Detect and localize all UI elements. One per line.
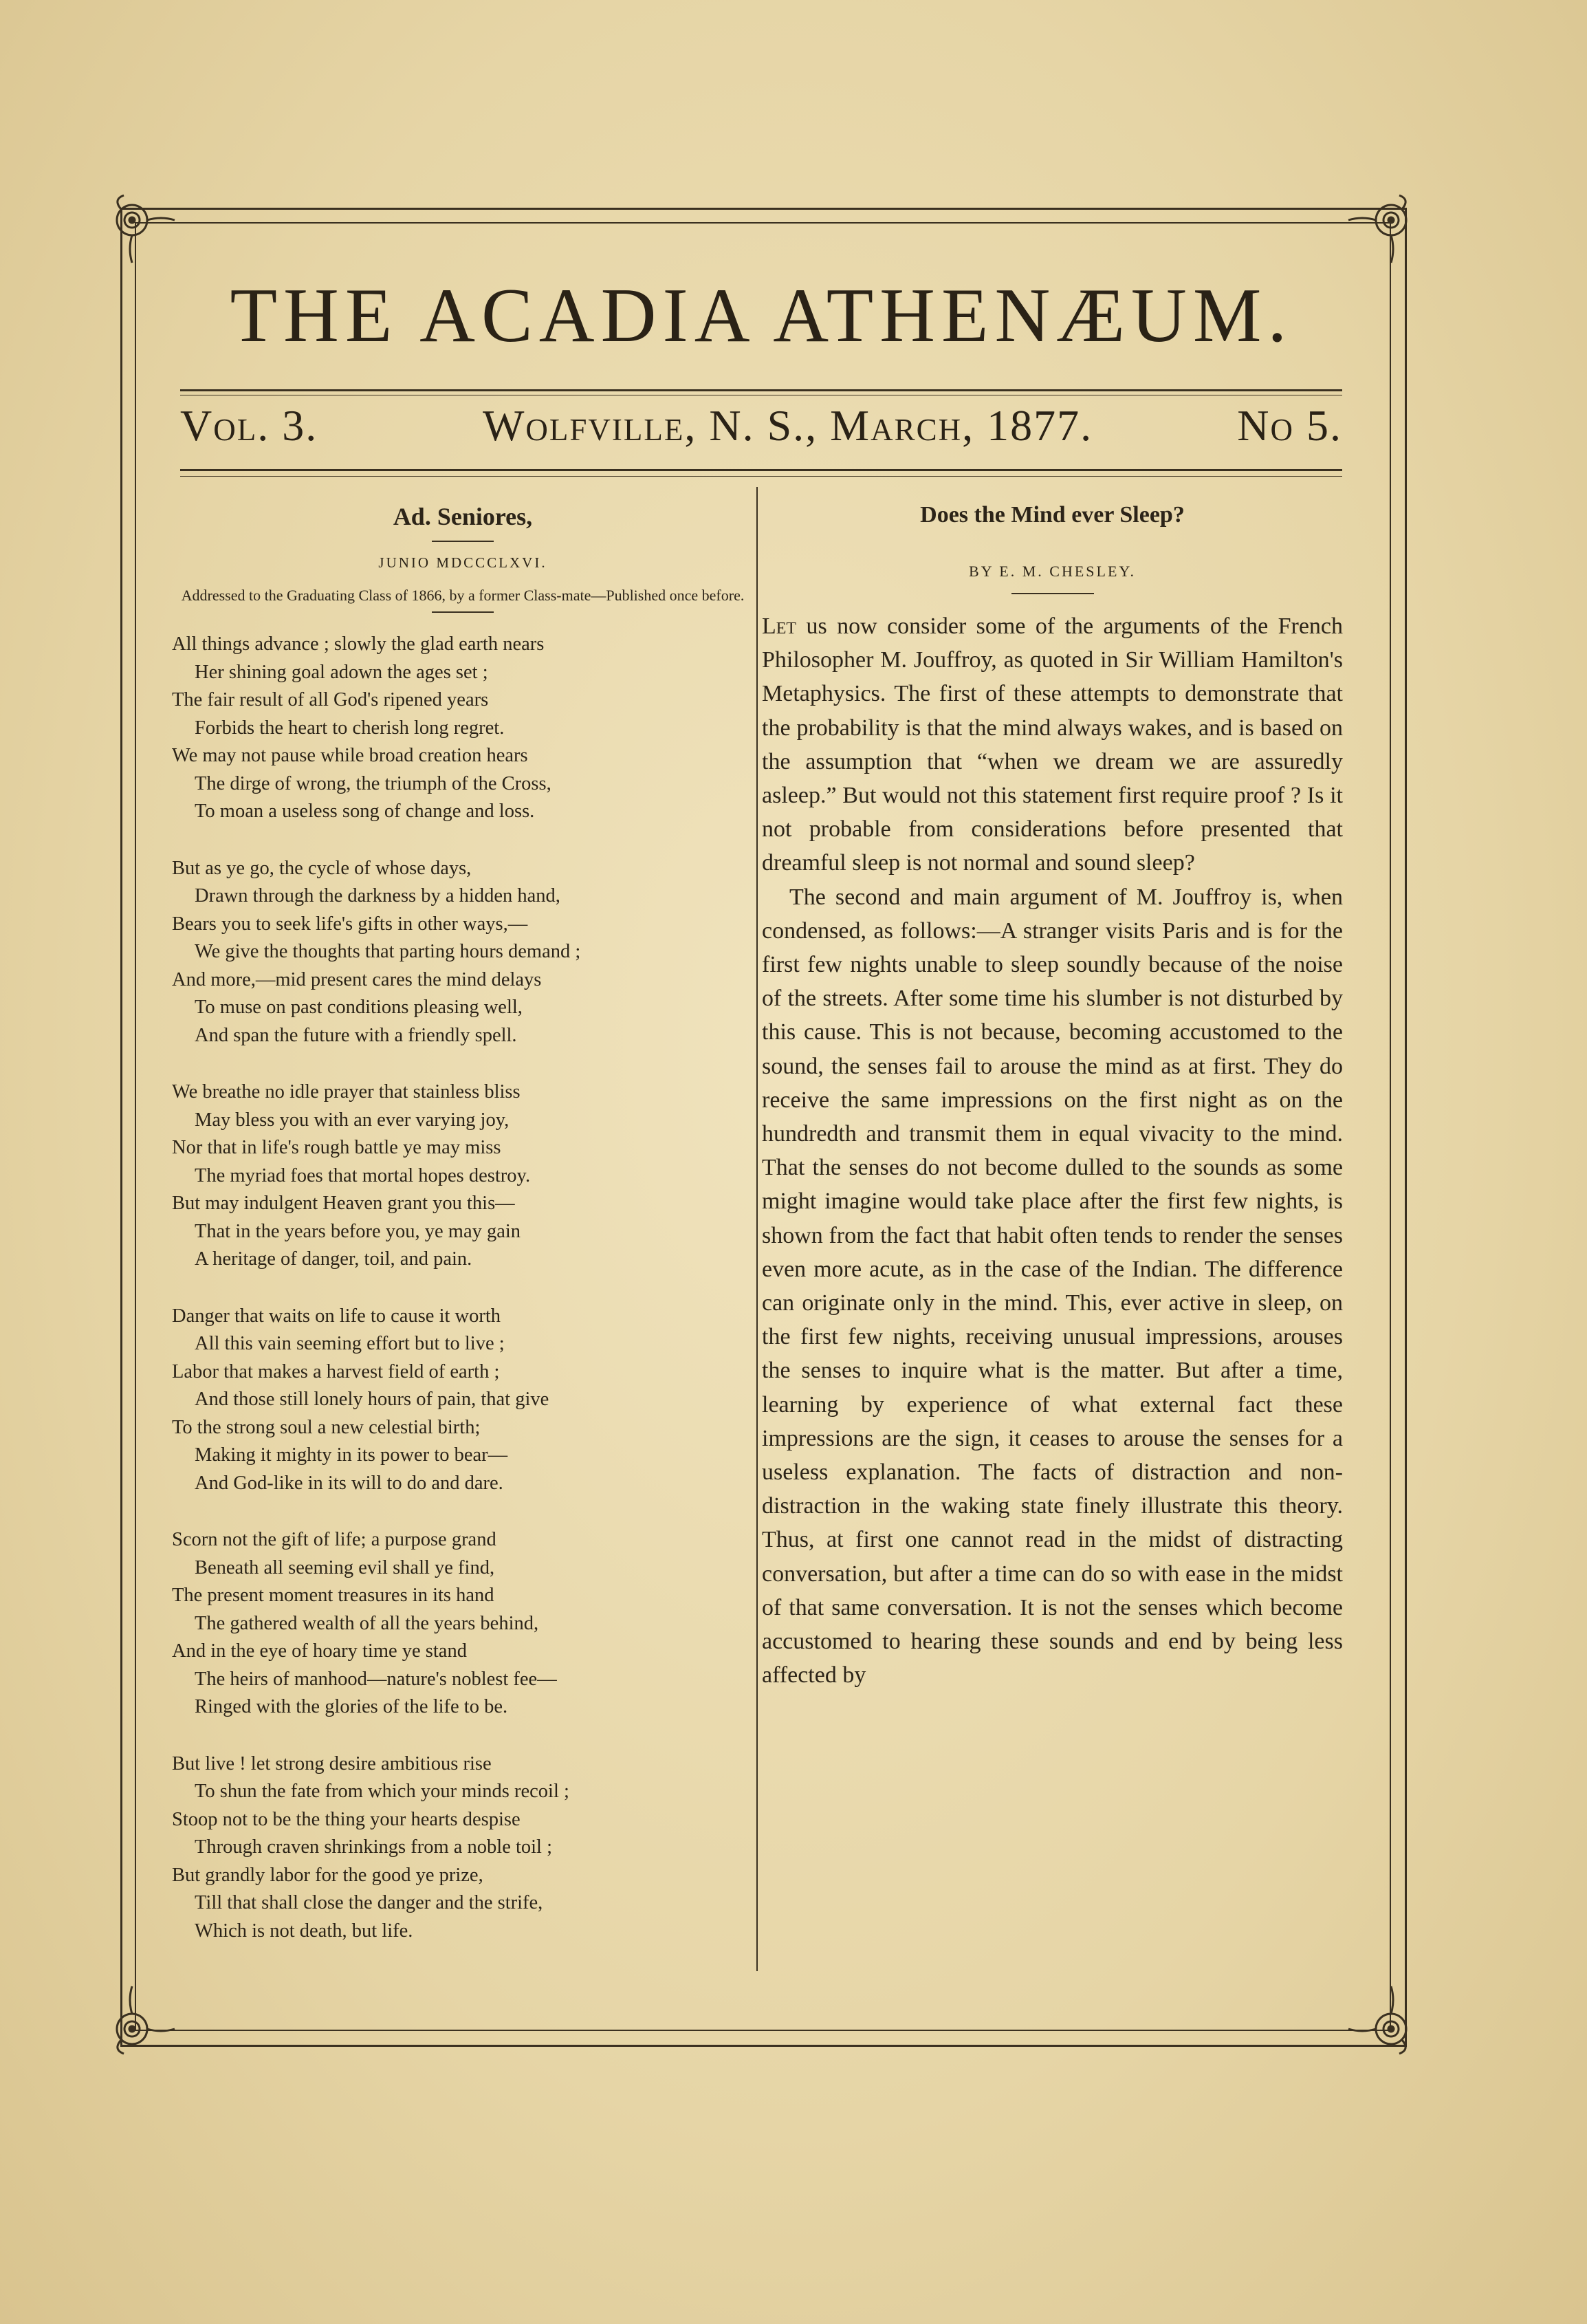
poem-line: Which is not death, but life. (195, 1920, 413, 1942)
poem-line: The gathered wealth of all the years behind, (195, 1612, 539, 1634)
poem-stanza (172, 1303, 755, 1498)
scroll-ornament-top-left-icon (103, 191, 179, 267)
article-paragraph-2: The second and main argument of M. Jouffroy is, when condensed, as follows:—A stranger visits Paris and is for the first few nights unable to sleep soundly because of the noise of the streets. After some time his slumber is not disturbed by this cause. This is not because, becoming accustomed to the sound, the senses fail to arouse the mind as at first. They do receive the same impressions on the first night as on the hundredth and transmit them in equal vivacity to the mind. That the senses do not become dulled to the sounds as some might imagine would take place after the first few nights, is shown from the fact that habit often tends to render the senses even more acute, as in the case of the Indian. The difference can originate only in the mind. This, ever active in sleep, on the first few nights, receiving unusual impressions, arouses the senses to inquire what is the matter. But after a time, learning by experience of what external fact these impressions are the sign, it ceases to arouse the senses for a useless explanation. The facts of distraction and non-distraction in the waking state finely illustrate this theory. Thus, at first one cannot read in the midst of distracting conversation, but after a time can do so with ease in the midst of that same conversation. It is not the senses which become accustomed to hearing these sounds and end by being less affected by (762, 884, 1343, 1688)
masthead-rule (180, 389, 1342, 391)
poem-line: All this vain seeming effort but to live ; (195, 1333, 505, 1354)
poem-line: Making it mighty in its power to bear— (195, 1444, 508, 1466)
poem-line: To muse on past conditions pleasing well, (195, 997, 523, 1018)
poem-line: The present moment treasures in its hand (172, 1585, 494, 1606)
poem-stanza (172, 1526, 755, 1722)
issue-line (180, 400, 1342, 469)
poem-line: And those still lonely hours of pain, that give (195, 1389, 549, 1410)
poem-line: And span the future with a friendly spell. (195, 1024, 517, 1046)
place-and-date: Wolfville, N. S., March, 1877. (483, 401, 1093, 450)
poem-note: Addressed to the Graduating Class of 1866, by a former Class-mate—Published once before. (181, 587, 745, 604)
article-body (762, 609, 1343, 1693)
volume-number: Vol. 3. (180, 401, 318, 450)
poem-line: Scorn not the gift of life; a purpose grand (172, 1529, 496, 1550)
right-column-article (762, 502, 1343, 1693)
poem-line: But may indulgent Heaven grant you this— (172, 1193, 515, 1214)
poem-line: May bless you with an ever varying joy, (195, 1109, 510, 1131)
title-rule (432, 541, 494, 542)
poem-line: Beneath all seeming evil shall ye find, (195, 1556, 495, 1578)
poem-stanza (172, 1078, 755, 1274)
article-paragraph-1 (762, 609, 1343, 880)
poem-line: We may not pause while broad creation hears (172, 745, 528, 766)
poem-line: To moan a useless song of change and loss. (195, 801, 535, 822)
scroll-ornament-bottom-right-icon (1344, 1982, 1420, 2058)
poem-stanza (172, 1750, 755, 1946)
poem-line: Bears you to seek life's gifts in other ways,— (172, 913, 528, 935)
poem-line: And in the eye of hoary time ye stand (172, 1640, 467, 1662)
lead-word: Let (762, 613, 797, 639)
poem-line: But grandly labor for the good ye prize, (172, 1864, 483, 1886)
poem-line: To the strong soul a new celestial birth; (172, 1416, 481, 1438)
issue-rule-thin (180, 476, 1342, 477)
poem-line: Drawn through the darkness by a hidden hand, (195, 885, 560, 906)
poem-line: We breathe no idle prayer that stainless bliss (172, 1081, 521, 1103)
article-title: Does the Mind ever Sleep? (920, 502, 1185, 528)
poem-line: Danger that waits on life to cause it worth (172, 1305, 501, 1327)
poem-line: Till that shall close the danger and the strife, (195, 1892, 543, 1913)
issue-number: No 5. (1237, 401, 1342, 450)
poem-stanzas (171, 631, 755, 1945)
issue-rule (180, 469, 1342, 471)
poem-stanza (172, 631, 755, 826)
poem-stanza (172, 855, 755, 1050)
poem-dedication: JUNIO MDCCCLXVI. (378, 554, 547, 571)
poem-line: We give the thoughts that parting hours demand ; (195, 941, 581, 962)
poem-line: The heirs of manhood—nature's noblest fee— (195, 1668, 557, 1690)
poem-line: The fair result of all God's ripened years (172, 689, 489, 710)
scroll-ornament-bottom-left-icon (103, 1982, 179, 2058)
poem-line: But live ! let strong desire ambitious rise (172, 1752, 492, 1774)
poem-line: Nor that in life's rough battle ye may miss (172, 1137, 501, 1158)
scroll-ornament-top-right-icon (1344, 191, 1420, 267)
poem-line: And God-like in its will to do and dare. (195, 1472, 503, 1494)
poem-line: That in the years before you, ye may gain (195, 1220, 521, 1242)
poem-title: Ad. Seniores, (393, 503, 533, 530)
poem-line: The dirge of wrong, the triumph of the Cross, (195, 772, 551, 794)
left-column-poem (171, 502, 755, 1974)
masthead-title: THE ACADIA ATHENÆUM. (230, 273, 1293, 358)
poem-line: But as ye go, the cycle of whose days, (172, 857, 472, 879)
poem-line: Her shining goal adown the ages set ; (195, 661, 488, 683)
paragraph-text: us now consider some of the arguments of the French Philosopher M. Jouffroy, as quoted in Sir William Hamilton's Metaphysics. The first of these attempts to demonstrate that the probability is that the mind always wakes, and is based on the assumption that “when we dream we are assuredly asleep.” But would not this statement first require proof ? Is it not probable from considerations before presented that dreamful sleep is not normal and sound sleep? (762, 613, 1343, 876)
column-divider (756, 487, 758, 1971)
byline-rule (1011, 593, 1094, 594)
note-rule (432, 611, 494, 613)
article-byline: BY E. M. CHESLEY. (969, 563, 1136, 580)
poem-line: Through craven shrinkings from a noble toil ; (195, 1836, 553, 1858)
poem-line: Ringed with the glories of the life to be. (195, 1696, 508, 1717)
poem-line: And more,—mid present cares the mind delays (172, 968, 542, 990)
poem-line: Labor that makes a harvest field of earth ; (172, 1360, 500, 1382)
poem-line: The myriad foes that mortal hopes destroy. (195, 1164, 531, 1186)
poem-line: Stoop not to be the thing your hearts despise (172, 1808, 521, 1830)
poem-line: A heritage of danger, toil, and pain. (195, 1248, 472, 1270)
poem-line: To shun the fate from which your minds recoil ; (195, 1781, 569, 1802)
poem-line: Forbids the heart to cherish long regret. (195, 717, 505, 739)
poem-line: All things advance ; slowly the glad earth nears (172, 633, 545, 655)
